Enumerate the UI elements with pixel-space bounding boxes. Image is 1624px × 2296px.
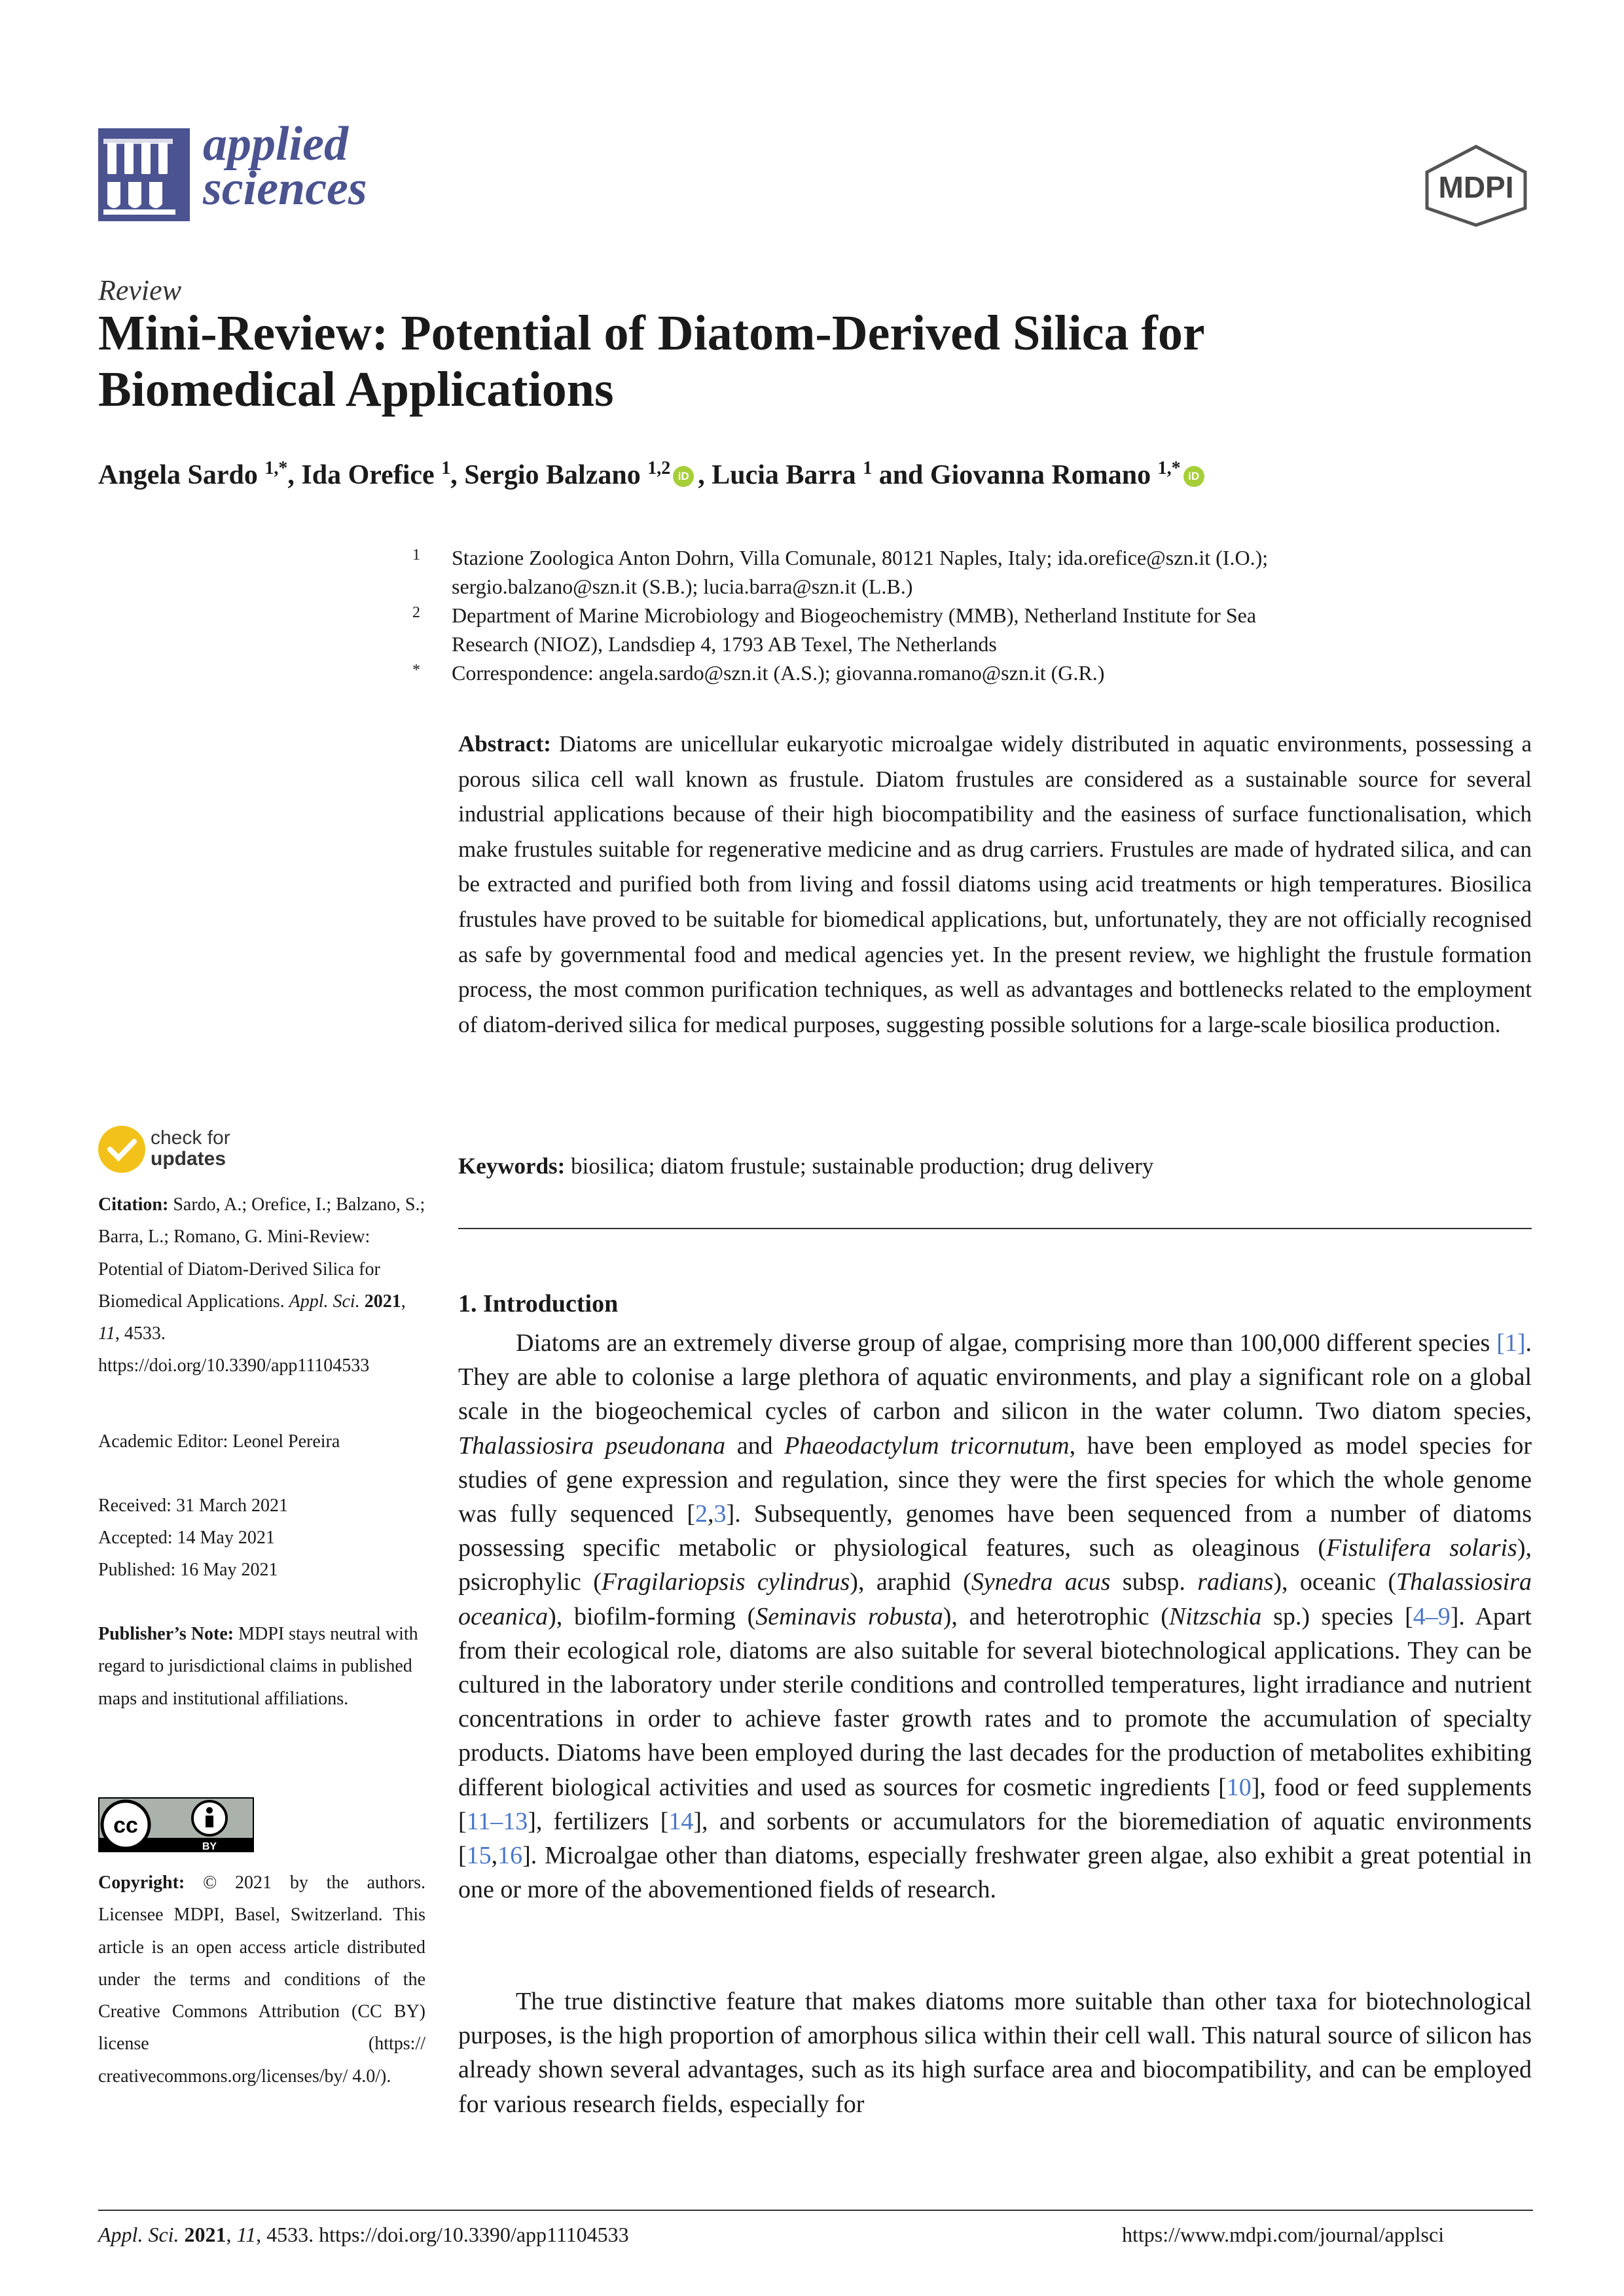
- text-run: ], food or feed supplements [: [458, 1773, 1532, 1835]
- section-heading: 1. Introduction: [458, 1290, 619, 1318]
- keywords-label: Keywords:: [458, 1153, 566, 1179]
- species-name: Synedra acus: [971, 1568, 1111, 1596]
- section-divider: [458, 1228, 1532, 1229]
- check-for-updates-button[interactable]: check for updates: [98, 1124, 255, 1177]
- abstract-text: Diatoms are unicellular eukaryotic microalgae widely distributed in aquatic environments, possessing a porous silica cell wall known as frustule. Diatom frustules are considered as a sustainable source for several industrial applications because of their high biocompatibility and the easiness of surface functionalisation, which make frustules suitable for regenerative medicine and as drug carriers. Frustules are made of hydrated silica, and can be extracted and purified both from living and fossil diatoms using acid treatments or high temperatures. Biosilica frustules have proved to be suitable for biomedical applications, but, unfortunately, they are not officially recognised as safe by governmental food and medical agencies yet. In the present review, we highlight the frustule formation process, the most common purification techniques, as well as advantages and bottlenecks related to the employment of diatom-derived silica for medical purposes, suggesting possible solutions for a large-scale biosilica production.: [458, 731, 1532, 1037]
- author-affiliation-marker: 1: [863, 458, 873, 478]
- keywords: [458, 1153, 1532, 1179]
- species-name: Fragilariopsis cylindrus: [601, 1568, 850, 1596]
- reference-link[interactable]: 16: [497, 1842, 523, 1870]
- intro-paragraph-1: [458, 1326, 1532, 1907]
- author-name: Giovanna Romano: [929, 460, 1158, 490]
- reference-link[interactable]: 11–13: [466, 1807, 528, 1835]
- text-run: sp.) species [: [1261, 1602, 1413, 1630]
- species-name: Thalassiosira pseudonana: [458, 1431, 726, 1460]
- author-name: Ida Orefice: [301, 460, 442, 490]
- text-run: ]. Microalgae other than diatoms, especially freshwater green algae, also exhibit a great potential in one or more of the abovementioned fields of research.: [458, 1842, 1532, 1904]
- author-affiliation-marker: 1,*: [1157, 458, 1181, 478]
- author-affiliation-marker: 1,*: [264, 458, 288, 478]
- svg-text:MDPI: MDPI: [1438, 170, 1514, 204]
- cc-by-license-icon[interactable]: [98, 1797, 254, 1852]
- text-run: ], and sorbents or accumulators for the bioremediation of aquatic environments [: [458, 1807, 1532, 1870]
- orcid-icon[interactable]: iD: [673, 466, 694, 487]
- keywords-text: biosilica; diatom frustule; sustainable production; drug delivery: [571, 1153, 1154, 1179]
- reference-link[interactable]: 15: [466, 1842, 492, 1870]
- article-title: Mini-Review: Potential of Diatom-Derived Silica for Biomedical Applications: [98, 306, 1205, 417]
- text-run: . They are able to colonise a large plethora of aquatic environments, and play a significant role on a global scale in the biogeochemical cycles of carbon and silicon in the water column. Two diatom species,: [458, 1329, 1532, 1426]
- reference-link[interactable]: 14: [668, 1807, 694, 1835]
- text-run: ]. Subsequently, genomes have been sequenced from a number of diatoms possessing specific metabolic or physiological features, such as oleaginous (: [458, 1500, 1532, 1562]
- reference-link[interactable]: 2: [695, 1500, 708, 1528]
- text-run: ), biofilm-forming (: [548, 1602, 756, 1630]
- accepted-date: Accepted: 14 May 2021: [98, 1528, 275, 1548]
- reference-link[interactable]: 10: [1226, 1773, 1252, 1801]
- journal-name: applied sciences: [203, 117, 367, 215]
- text-run: subsp.: [1110, 1568, 1198, 1596]
- author-name: Sergio Balzano: [464, 460, 648, 490]
- intro-paragraph-2: The true distinctive feature that makes diatoms more suitable than other taxa for biotechnological purposes, is the high proportion of amorphous silica within their cell wall. This natural source of silicon has already shown several advantages, such as its high surface area and biocompatibility, and can be employed for various research fields, especially for: [458, 1988, 1532, 2118]
- text-run: ), and heterotrophic (: [943, 1602, 1169, 1630]
- correspondence: * Correspondence: angela.sardo@szn.it (A.S.); giovanna.romano@szn.it (G.R.): [412, 661, 1105, 685]
- affiliation-1: 1 Stazione Zoologica Anton Dohrn, Villa Comunale, 80121 Naples, Italy; ida.orefice@szn.it (I.O.); sergio.balzano@szn.it (S.B.); lucia.barra@szn.it (L.B.): [412, 546, 1269, 598]
- footer-journal-url[interactable]: https://www.mdpi.com/journal/applsci: [1122, 2223, 1445, 2246]
- text-run: ,: [708, 1500, 714, 1528]
- published-date: Published: 16 May 2021: [98, 1560, 278, 1580]
- species-name: Fistulifera solaris: [1326, 1534, 1517, 1562]
- reference-link[interactable]: [1]: [1496, 1329, 1526, 1357]
- footer-citation: Appl. Sci. 2021, 11, 4533. https://doi.org/10.3390/app11104533: [98, 2223, 629, 2246]
- abstract: [458, 726, 1532, 1042]
- svg-text:BY: BY: [202, 1841, 217, 1852]
- author-name: Lucia Barra: [712, 460, 863, 490]
- author-list: [98, 458, 1538, 491]
- author-affiliation-marker: 1,2: [647, 458, 671, 478]
- text-run: Diatoms are an extremely diverse group of algae, comprising more than 100,000 different species: [516, 1329, 1497, 1357]
- reference-link[interactable]: 3: [713, 1500, 727, 1528]
- article-type: Review: [98, 274, 182, 306]
- copyright-notice: Copyright: © 2021 by the authors. Licensee MDPI, Basel, Switzerland. This article is an open access article distributed under the terms and conditions of the Creative Commons Attribution (CC BY) license (https:// creativecommons.org/licenses/by/ 4.0/).: [98, 1873, 425, 2087]
- species-name: Thalassiosira oceanica: [458, 1568, 1532, 1630]
- publisher-note: Publisher’s Note: MDPI stays neutral with regard to jurisdictional claims in published maps and institutional affiliations.: [98, 1624, 418, 1709]
- text-run: and: [725, 1431, 785, 1460]
- text-run: ), psicrophylic (: [458, 1534, 1532, 1596]
- received-date: Received: 31 March 2021: [98, 1496, 289, 1516]
- orcid-icon[interactable]: iD: [1183, 466, 1204, 487]
- text-run: ], fertilizers [: [528, 1807, 669, 1835]
- svg-text:cc: cc: [113, 1813, 138, 1838]
- author-separator: and: [872, 460, 930, 490]
- text-run: , have been employed as model species for studies of gene expression and regulation, since they were the first species for which the whole genome was fully sequenced [: [458, 1431, 1532, 1528]
- affiliation-2: 2 Department of Marine Microbiology and Biogeochemistry (MMB), Netherland Institute for Sea Research (NIOZ), Landsdiep 4, 1793 AB Texel, The Netherlands: [412, 603, 1257, 656]
- species-name: radians: [1197, 1568, 1274, 1596]
- academic-editor: Academic Editor: Leonel Pereira: [98, 1431, 340, 1452]
- citation-block: Citation: Sardo, A.; Orefice, I.; Balzano, S.; Barra, L.; Romano, G. Mini-Review: Potential of Diatom-Derived Silica for Biomedical Applications. Appl. Sci. 2021, 11, 4533. https://doi.org/10.3390/app11104533: [98, 1194, 425, 1376]
- text-run: ), araphid (: [850, 1568, 971, 1596]
- text-run: ), oceanic (: [1273, 1568, 1396, 1596]
- species-name: Phaeodactylum tricornutum: [784, 1431, 1070, 1460]
- author-separator: ,: [450, 460, 465, 490]
- reference-link[interactable]: 4–9: [1413, 1602, 1451, 1630]
- species-name: Nitzschia: [1168, 1602, 1262, 1630]
- check-updates-icon: [98, 1126, 145, 1173]
- journal-logo-icon: [98, 128, 190, 221]
- footer-divider: [98, 2210, 1533, 2211]
- author-separator: ,: [698, 460, 712, 490]
- text-run: ]. Apart from their ecological role, diatoms are also suitable for several biotechnological applications. They can be cultured in the laboratory under sterile conditions and controlled temperatures, light irradiance and nutrient concentrations in order to achieve faster growth rates and to promote the accumulation of specialty products. Diatoms have been employed during the last decades for the production of metabolites exhibiting different biological activities and used as sources for cosmetic ingredients [: [458, 1602, 1532, 1801]
- species-name: Seminavis robusta: [755, 1602, 943, 1630]
- abstract-label: Abstract:: [458, 731, 551, 757]
- author-name: Angela Sardo: [98, 460, 265, 490]
- mdpi-logo-icon: [1420, 143, 1532, 228]
- text-run: ,: [491, 1842, 498, 1870]
- author-affiliation-marker: 1: [441, 458, 451, 478]
- author-separator: ,: [287, 460, 302, 490]
- publisher-logo: [1420, 143, 1532, 228]
